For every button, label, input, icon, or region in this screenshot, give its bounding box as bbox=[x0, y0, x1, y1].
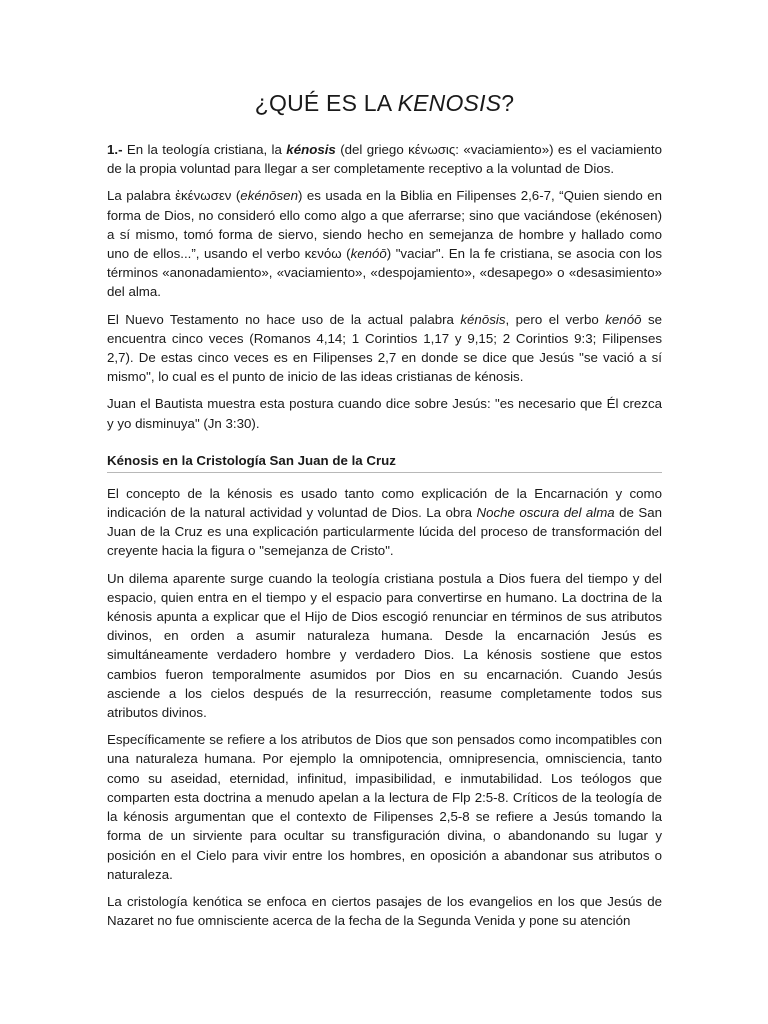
paragraph-6: Un dilema aparente surge cuando la teología cristiana postula a Dios fuera del tiempo y del espacio, quien entra en el tiempo y el espacio para convertirse en humano. La doctrina de la kénosis apunta a explicar que el Hijo de Dios escogió renunciar en términos de sus atributos divinos, en orden a asumir naturaleza humana. Desde la encarnación Jesús es simultáneamente verdadero hombre y verdadero Dios. La kénosis sostiene que estos cambios fueron temporalmente asumidos por Dios en su encarnación. Cuando Jesús asciende a los cielos después de la resurrección, reasume completamente todos sus atributos divinos. bbox=[107, 570, 662, 721]
paragraph-2: La palabra ἐκένωσεν (ekénōsen) es usada en la Biblia en Filipenses 2,6-7, “Quien siendo en forma de Dios, no consideró ello como algo a que aferrarse; sino que vaciándose (ekénosen) a sí mismo, tomó forma de siervo, siendo hecho en semejanza de hombre y hallado como uno de ellos...”, usando el verbo κενόω (kenóō) "vaciar". En la fe cristiana, se asocia con los términos «anonadamiento», «vaciamiento», «despojamiento», «desapego» o «desasimiento» del alma. bbox=[107, 188, 662, 300]
book-title: Noche oscura del alma bbox=[476, 505, 615, 521]
paragraph-3: El Nuevo Testamento no hace uso de la actual palabra kénōsis, pero el verbo kenóō se encuentra cinco veces (Romanos 4,14; 1 Corintios 1,17 y 9,15; 2 Corintios 9:3; Filipenses 2,7). De estas cinco veces es en Filipenses 2,7 en donde se dice que Jesús "se vació a sí mismo", lo cual es el punto de inicio de las ideas cristianas de kénosis. bbox=[107, 311, 662, 385]
section-heading: Kénosis en la Cristología San Juan de la Cruz bbox=[107, 451, 662, 473]
paragraph-7: Específicamente se refiere a los atributos de Dios que son pensados como incompatibles con una naturaleza humana. Por ejemplo la omnipotencia, omnipresencia, omnisciencia, tanto como su aseidad, eternidad, infinitud, impasibilidad, e inmutabilidad. Los teólogos que comparten esta doctrina a menudo apelan a la lectura de Flp 2:5-8. Críticos de la teología de la kénosis argumentan que el contexto de Filipenses 2,5-8 se refiere a Jesús tomando la forma de un sirviente para ocultar su transfiguración divina, o abandonando su lugar y posición en el Cielo para vivir entre los hombres, en oposición a abandonar sus atributos o naturaleza. bbox=[107, 732, 662, 882]
paragraph-1: 1.- En la teología cristiana, la kénosis (del griego κένωσις: «vaciamiento») es el vaciamiento de la propia voluntad para llegar a ser completamente receptivo a la voluntad de Dios. bbox=[107, 142, 662, 177]
title-emphasis: KENOSIS bbox=[397, 90, 502, 116]
paragraph-4: Juan el Bautista muestra esta postura cuando dice sobre Jesús: "es necesario que Él crezca y yo disminuya" (Jn 3:30). bbox=[107, 396, 662, 431]
section-number: 1.- bbox=[107, 142, 123, 157]
term-kenosis: kénosis bbox=[286, 142, 336, 157]
paragraph-8: La cristología kenótica se enfoca en ciertos pasajes de los evangelios en los que Jesús de Nazaret no fue omnisciente acerca de la fecha de la Segunda Venida y pone su atención bbox=[107, 893, 662, 929]
paragraph-5: El concepto de la kénosis es usado tanto como explicación de la Encarnación y como indicación de la natural actividad y voluntad de Dios. La obra Noche oscura del alma de San Juan de la Cruz es una explicación particularmente lúcida del proceso de transformación del creyente hacia la figura o "semejanza de Cristo". bbox=[107, 485, 662, 559]
page-title: ¿QUÉ ES LA KENOSIS? bbox=[254, 90, 515, 116]
document-page bbox=[107, 88, 662, 938]
